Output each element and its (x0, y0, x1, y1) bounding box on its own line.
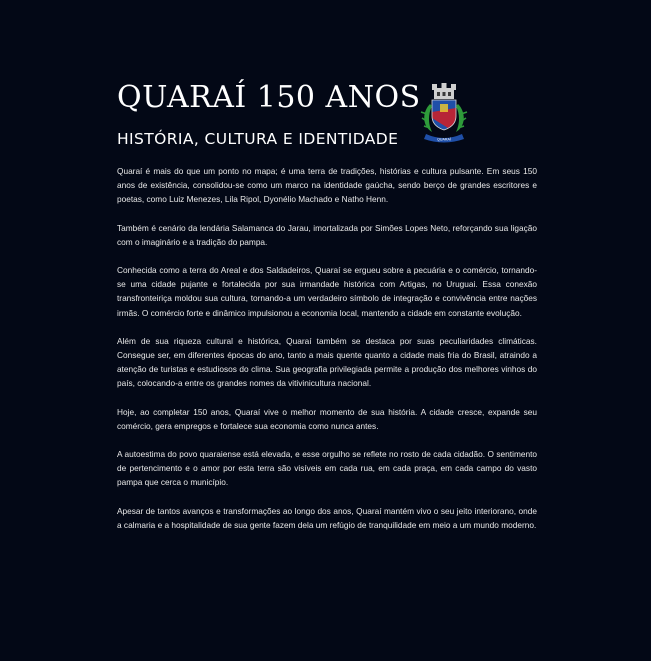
paragraph: Apesar de tantos avanços e transformações ao longo dos anos, Quaraí mantém vivo o seu jeito interiorano, onde a calmaria e a hospitalidade de sua gente fazem dela um refúgio de tranquilidade em meio a um mundo moderno. (117, 505, 537, 530)
page-title: QUARAÍ 150 ANOS (117, 80, 421, 115)
coat-of-arms-icon (418, 82, 470, 146)
crest-label: QUARAÍ (437, 137, 451, 142)
paragraph: Além de sua riqueza cultural e histórica, Quaraí também se destaca por suas peculiaridades climáticas. Consegue ser, em diferentes épocas do ano, tanto a mais quente quanto a cidade mais fria do Brasil, atraindo a atenção de turistas e estudiosos do clima. Sua geografia privilegiada permite a produção dos melhores vinhos do país, colocando-a entre os grandes nomes da vitivinicultura nacional. (117, 335, 537, 389)
crest-shield (432, 100, 456, 130)
paragraph: Também é cenário da lendária Salamanca do Jarau, imortalizada por Simões Lopes Neto, reforçando sua ligação com o imaginário e a tradição do pampa. (117, 222, 537, 247)
crest-crown (432, 83, 456, 99)
paragraph: Quaraí é mais do que um ponto no mapa; é uma terra de tradições, histórias e cultura pulsante. Em seus 150 anos de existência, consolidou-se como um marco na identidade gaúcha, sendo berço de grandes escritores e poetas, como Luiz Menezes, Lila Ripol, Dyonélio Machado e Natho Henn. (117, 166, 537, 205)
page-subtitle: HISTÓRIA, CULTURA E IDENTIDADE (117, 130, 399, 148)
paragraph: Conhecida como a terra do Areal e dos Saldadeiros, Quaraí se ergueu sobre a pecuária e o comércio, tornando-se uma cidade pujante e fortalecida por sua irmandade histórica com Artigas, no Uruguai. Essa conexão transfronteiriça moldou sua cultura, tornando-a um verdadeiro símbolo de integração e convivência entre nações irmãs. O comércio forte e dinâmico impulsionou a economia local, mantendo a cidade em constante evolução. (117, 265, 537, 318)
article-body (117, 164, 537, 546)
crest-ribbon (424, 134, 464, 143)
paragraph: Hoje, ao completar 150 anos, Quaraí vive o melhor momento de sua história. A cidade cresce, expande seu comércio, gera empregos e fortalece sua economia como nunca antes. (117, 406, 537, 431)
paragraph: A autoestima do povo quaraiense está elevada, e esse orgulho se reflete no rosto de cada cidadão. O sentimento de pertencimento e o amor por esta terra são visíveis em cada rua, em cada praça, em cada campo do vasto pampa que cerca o município. (117, 449, 537, 488)
header (117, 80, 537, 150)
